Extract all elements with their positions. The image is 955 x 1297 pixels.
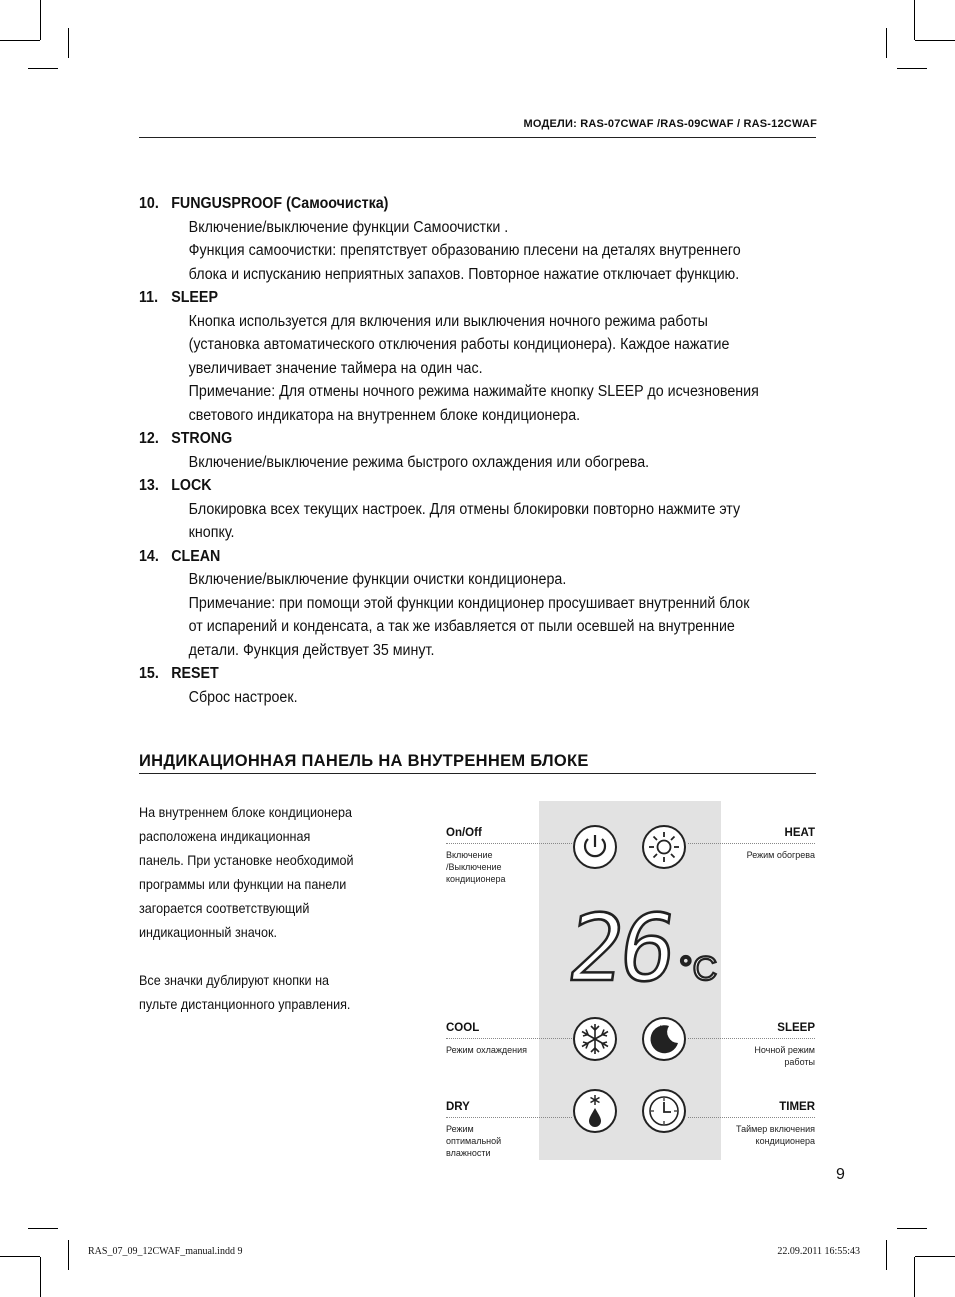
- desc-line: Режим охлаждения: [446, 1045, 528, 1055]
- item-list: [139, 192, 829, 709]
- item-text-line: Включение/выключение функции Самоочистки .: [188, 218, 509, 236]
- desc-line: оптимальной: [446, 1136, 502, 1146]
- heat-label: HEAT: [784, 827, 815, 839]
- item-number: 11.: [139, 289, 159, 306]
- item-text-line: Примечание: при помощи этой функции кондиционер просушивает внутренний блок: [188, 594, 750, 612]
- intro-line: На внутреннем блоке кондиционера: [139, 804, 353, 820]
- crop-mark: [28, 68, 58, 69]
- intro-line: индикационный значок.: [139, 924, 278, 940]
- item-text-line: Блокировка всех текущих настроек. Для отмены блокировки повторно нажмите эту: [188, 500, 741, 518]
- desc-line: Включение: [446, 850, 493, 860]
- item-heading: CLEAN: [171, 547, 221, 565]
- crop-mark: [914, 0, 915, 40]
- dry-leader: [446, 1117, 572, 1118]
- item-number: 12.: [139, 430, 159, 447]
- cool-label: COOL: [446, 1022, 480, 1034]
- item-heading: SLEEP: [171, 289, 218, 306]
- section-title: ИНДИКАЦИОННАЯ ПАНЕЛЬ НА ВНУТРЕННЕМ БЛОКЕ: [139, 752, 589, 770]
- temperature-value: 26: [561, 894, 680, 1002]
- timer-label: TIMER: [779, 1101, 815, 1113]
- item-heading: RESET: [171, 665, 219, 682]
- section-rule: [139, 773, 816, 774]
- desc-line: Ночной режим: [754, 1045, 815, 1055]
- sleep-label: SLEEP: [777, 1022, 815, 1034]
- item-text-line: светового индикатора на внутреннем блоке кондиционера.: [188, 406, 581, 424]
- dry-desc: [446, 1123, 501, 1159]
- intro-line: панель. При установке необходимой: [139, 852, 354, 868]
- item-title: [139, 286, 774, 310]
- desc-line: влажности: [446, 1148, 491, 1158]
- footer-file: RAS_07_09_12CWAF_manual.indd 9: [88, 1246, 243, 1257]
- desc-line: кондиционера: [446, 874, 506, 884]
- desc-line: работы: [784, 1057, 815, 1067]
- crop-mark: [915, 40, 955, 41]
- sleep-desc: [754, 1044, 815, 1068]
- page-number: 9: [836, 1166, 845, 1183]
- onoff-leader: [446, 843, 572, 844]
- crop-mark: [914, 1257, 915, 1297]
- item-text-line: Функция самоочистки: препятствует образованию плесени на деталях внутреннего: [188, 242, 741, 259]
- onoff-desc: [446, 849, 505, 885]
- crop-mark: [886, 1240, 887, 1270]
- item-number: 15.: [139, 665, 159, 682]
- item-number: 14.: [139, 547, 159, 565]
- timer-leader: [688, 1117, 815, 1118]
- item-text-line: Кнопка используется для включения или выключения ночного режима работы: [188, 312, 708, 330]
- desc-line: кондиционера: [755, 1136, 815, 1146]
- power-icon: [572, 824, 618, 870]
- crop-mark: [40, 1257, 41, 1297]
- desc-line: /Выключение: [446, 862, 502, 872]
- intro-line: загорается соответствующий: [139, 900, 310, 916]
- header-models: МОДЕЛИ: RAS-07CWAF /RAS-09CWAF / RAS-12CWAF: [523, 118, 817, 130]
- crop-mark: [915, 1256, 955, 1257]
- item-title: [139, 545, 774, 569]
- crop-mark: [28, 1228, 58, 1229]
- intro-line: программы или функции на панели: [139, 876, 347, 892]
- item-heading: LOCK: [171, 477, 212, 494]
- sleep-leader: [688, 1038, 815, 1039]
- clock-icon: [641, 1088, 687, 1134]
- intro-text: [139, 800, 382, 1040]
- crop-mark: [0, 40, 40, 41]
- item-number: 10.: [139, 195, 159, 212]
- item-heading: FUNGUSPROOF (Самоочистка): [171, 195, 389, 212]
- onoff-label: On/Off: [446, 827, 482, 839]
- desc-line: Режим: [446, 1124, 474, 1134]
- item-text-line: (установка автоматического отключения работы кондиционера). Каждое нажатие: [188, 336, 730, 353]
- crop-mark: [40, 0, 41, 40]
- desc-line: Режим обогрева: [746, 850, 815, 860]
- item-text-line: блока и испусканию неприятных запахов. Повторное нажатие отключает функцию.: [188, 265, 740, 283]
- crop-mark: [897, 68, 927, 69]
- item-text-line: от испарений и конденсата, а так же избавляется от пыли осевшей на внутренние: [188, 618, 735, 635]
- sun-icon: [641, 824, 687, 870]
- timer-desc: [736, 1123, 815, 1147]
- crop-mark: [0, 1256, 40, 1257]
- item-title: [139, 427, 774, 451]
- item-text-line: Включение/выключение режима быстрого охлаждения или обогрева.: [188, 453, 650, 471]
- item-text-line: Сброс настроек.: [188, 688, 298, 706]
- intro-paragraph: [139, 800, 382, 944]
- moon-icon: [641, 1016, 687, 1062]
- crop-mark: [68, 28, 69, 58]
- footer-date: 22.09.2011 16:55:43: [777, 1246, 860, 1257]
- crop-mark: [68, 1240, 69, 1270]
- intro-line: Все значки дублируют кнопки на: [139, 972, 330, 988]
- temperature-display: [561, 894, 718, 1002]
- intro-paragraph: [139, 968, 382, 1016]
- snowflake-icon: [572, 1016, 618, 1062]
- header-rule: [139, 137, 816, 138]
- item-title: [139, 192, 774, 216]
- item-title: [139, 662, 774, 686]
- crop-mark: [897, 1228, 927, 1229]
- cool-leader: [446, 1038, 572, 1039]
- cool-desc: [446, 1044, 527, 1056]
- drop-icon: [572, 1088, 618, 1134]
- item-text-line: увеличивает значение таймера на один час.: [188, 359, 483, 377]
- item-text-line: Примечание: Для отмены ночного режима нажимайте кнопку SLEEP до исчезновения: [188, 383, 759, 400]
- dry-label: DRY: [446, 1101, 470, 1113]
- item-title: [139, 474, 774, 498]
- heat-leader: [688, 843, 815, 844]
- item-text-line: кнопку.: [188, 524, 235, 541]
- item-heading: STRONG: [171, 430, 233, 447]
- intro-line: пульте дистанционного управления.: [139, 996, 351, 1012]
- crop-mark: [886, 28, 887, 58]
- heat-desc: [747, 849, 815, 861]
- svg-text:+: +: [652, 1027, 660, 1037]
- svg-text:+: +: [658, 1024, 664, 1031]
- temperature-unit: °C: [679, 950, 718, 988]
- item-text-line: детали. Функция действует 35 минут.: [188, 641, 435, 659]
- desc-line: Таймер включения: [735, 1124, 815, 1134]
- intro-line: расположена индикационная: [139, 828, 311, 844]
- item-text-line: Включение/выключение функции очистки кондиционера.: [188, 571, 567, 588]
- item-number: 13.: [139, 477, 159, 494]
